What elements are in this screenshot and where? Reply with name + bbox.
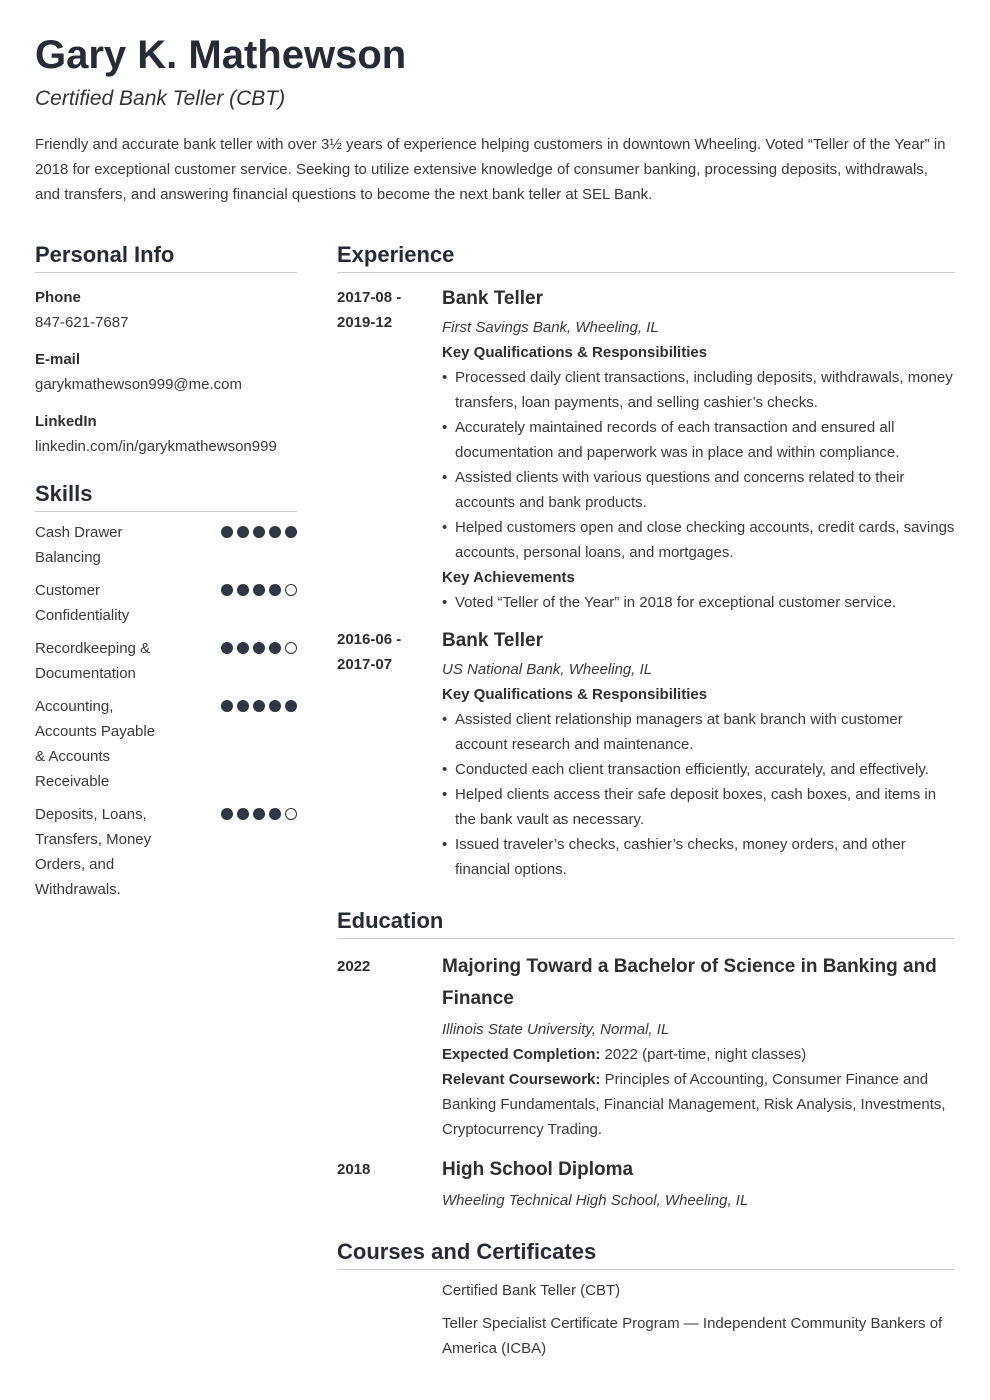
rating-dot-filled (221, 526, 233, 538)
rating-dot-filled (253, 584, 265, 596)
list-item: • Issued traveler’s checks, cashier’s checks, money orders, and other financial options. (442, 832, 955, 882)
job-employer: First Savings Bank, Wheeling, IL (442, 319, 659, 336)
job-date: 2017-08 - 2019-12 (337, 289, 402, 331)
completion-label: Expected Completion: (442, 1046, 601, 1063)
education-title: High School Diploma (442, 1159, 634, 1180)
rating-dot-filled (285, 526, 297, 538)
list-item: • Accurately maintained records of each transaction and ensured all documentation and paperwork was in place and within compliance. (442, 415, 955, 465)
expected-completion (442, 1042, 955, 1067)
personal-info-heading: Personal Info (35, 240, 297, 273)
email-value: garykmathewson999@me.com (35, 376, 242, 393)
achievements-heading: Key Achievements (442, 569, 575, 586)
rating-dot-filled (253, 526, 265, 538)
skill-rating (221, 578, 297, 628)
qualifications-heading: Key Qualifications & Responsibilities (442, 344, 708, 361)
rating-dot-filled (269, 808, 281, 820)
job-title: Bank Teller (442, 630, 544, 651)
rating-dot-filled (285, 700, 297, 712)
experience-entry (337, 285, 955, 615)
skill-name: Accounting, Accounts Payable & Accounts Receivable (35, 698, 156, 790)
experience-heading: Experience (337, 240, 955, 273)
coursework-value: Principles of Accounting, Consumer Finance and Banking Fundamentals, Financial Management, Risk Analysis, Investments, Cryptocurrency Trading. (442, 1071, 946, 1138)
skill-name: Cash Drawer Balancing (35, 524, 123, 566)
education-date: 2018 (337, 1161, 371, 1178)
courses-heading: Courses and Certificates (337, 1237, 955, 1270)
rating-dot-filled (221, 642, 233, 654)
list-item: • Helped clients access their safe deposit boxes, cash boxes, and items in the bank vault as necessary. (442, 782, 955, 832)
rating-dot-filled (253, 808, 265, 820)
rating-dot-filled (237, 700, 249, 712)
coursework-label: Relevant Coursework: (442, 1071, 601, 1088)
candidate-name: Gary K. Mathewson (35, 33, 407, 77)
education-school: Illinois State University, Normal, IL (442, 1021, 670, 1038)
job-title: Bank Teller (442, 288, 544, 309)
skills-heading: Skills (35, 479, 297, 512)
skill-name: Recordkeeping & Documentation (35, 640, 151, 682)
rating-dot-filled (221, 808, 233, 820)
skill-row (35, 694, 297, 794)
list-item: • Voted “Teller of the Year” in 2018 for exceptional customer service. (442, 590, 955, 615)
skill-rating (221, 802, 297, 902)
completion-value: 2022 (part-time, night classes) (604, 1046, 807, 1063)
skills-list (35, 520, 297, 902)
experience-entry (337, 627, 955, 882)
education-title: Majoring Toward a Bachelor of Science in Banking and Finance (442, 956, 937, 1009)
rating-dot-empty (285, 584, 297, 596)
linkedin-label: LinkedIn (35, 413, 97, 430)
rating-dot-empty (285, 808, 297, 820)
education-entry (337, 1154, 955, 1213)
rating-dot-filled (253, 642, 265, 654)
rating-dot-filled (269, 526, 281, 538)
education-heading: Education (337, 906, 955, 939)
phone-label: Phone (35, 289, 81, 306)
certificate-item: Certified Bank Teller (CBT) (442, 1282, 621, 1299)
rating-dot-filled (269, 700, 281, 712)
certificate-item: Teller Specialist Certificate Program — Independent Community Bankers of America (ICBA) (442, 1315, 943, 1357)
list-item: • Assisted clients with various questions and concerns related to their accounts and bank products. (442, 465, 955, 515)
right-column (337, 240, 955, 1361)
skill-name: Customer Confidentiality (35, 582, 130, 624)
rating-dot-filled (237, 526, 249, 538)
linkedin-value: linkedin.com/in/garykmathewson999 (35, 438, 277, 455)
education-date: 2022 (337, 958, 371, 975)
skill-rating (221, 636, 297, 686)
education-entry (337, 951, 955, 1142)
skill-row (35, 520, 297, 570)
phone-value: 847-621-7687 (35, 314, 129, 331)
rating-dot-filled (237, 642, 249, 654)
skill-row (35, 802, 297, 902)
rating-dot-filled (221, 700, 233, 712)
skill-rating (221, 520, 297, 570)
skill-name: Deposits, Loans, Transfers, Money Orders, and Withdrawals. (35, 806, 152, 898)
courses-list (337, 1278, 955, 1361)
rating-dot-filled (221, 584, 233, 596)
responsibility-list (442, 365, 955, 565)
email-label: E-mail (35, 351, 81, 368)
job-date: 2016-06 - 2017-07 (337, 631, 402, 673)
job-employer: US National Bank, Wheeling, IL (442, 661, 653, 678)
left-column (35, 240, 297, 902)
candidate-title: Certified Bank Teller (CBT) (35, 87, 286, 110)
list-item: • Helped customers open and close checking accounts, credit cards, savings accounts, personal loans, and mortgages. (442, 515, 955, 565)
skill-row (35, 578, 297, 628)
qualifications-heading: Key Qualifications & Responsibilities (442, 686, 708, 703)
skill-rating (221, 694, 297, 794)
rating-dot-filled (237, 808, 249, 820)
list-item: • Conducted each client transaction efficiently, accurately, and effectively. (442, 757, 955, 782)
rating-dot-empty (285, 642, 297, 654)
education-school: Wheeling Technical High School, Wheeling, IL (442, 1192, 749, 1209)
list-item: • Assisted client relationship managers at bank branch with customer account research and maintenance. (442, 707, 955, 757)
rating-dot-filled (269, 584, 281, 596)
rating-dot-filled (237, 584, 249, 596)
relevant-coursework (442, 1067, 955, 1142)
list-item: • Processed daily client transactions, including deposits, withdrawals, money transfers, loan payments, and selling cashier’s checks. (442, 365, 955, 415)
responsibility-list (442, 707, 955, 882)
rating-dot-filled (253, 700, 265, 712)
skill-row (35, 636, 297, 686)
summary-text: Friendly and accurate bank teller with over 3½ years of experience helping customers in downtown Wheeling. Voted “Teller of the Year” in 2018 for exceptional customer service. Seeking to utilize extensive knowledge of consumer banking, processing deposits, withdrawals, and transfers, and answering financial questions to become the next bank teller at SEL Bank. (35, 136, 946, 203)
rating-dot-filled (269, 642, 281, 654)
achievement-list (442, 590, 955, 615)
